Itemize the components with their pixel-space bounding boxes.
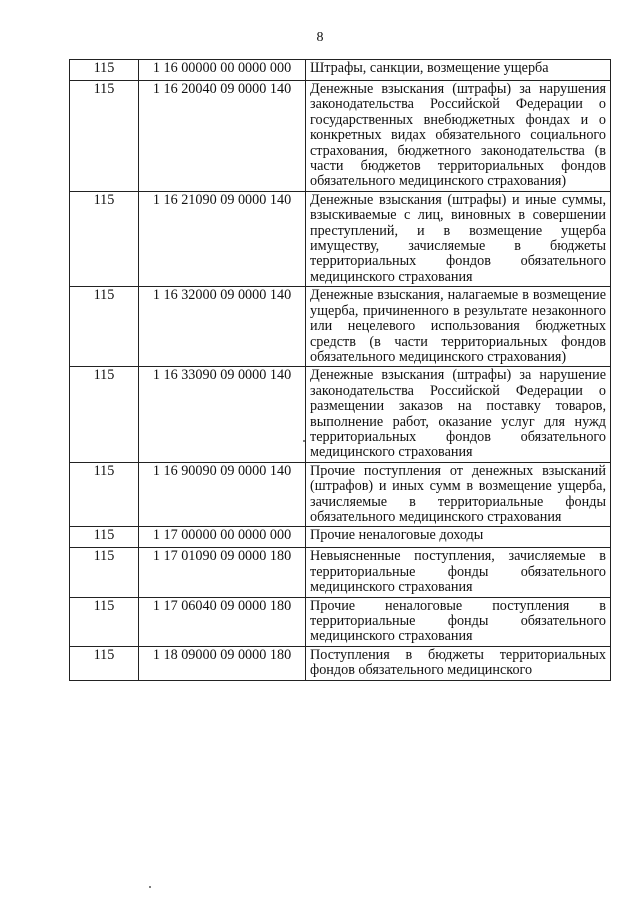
table-row	[70, 527, 611, 548]
admin-code-cell: 115	[70, 462, 139, 527]
admin-code-cell: 115	[70, 81, 139, 192]
budget-code-cell: 1 16 21090 09 0000 140	[139, 191, 306, 286]
revenue-name-cell: Прочие поступления от денежных взысканий (штрафов) и иных сумм в возмещение ущерба, зачисляемые в территориальные фонды обязательного медицинского страхования	[306, 462, 611, 527]
admin-code-cell: 115	[70, 367, 139, 462]
admin-code-cell: 115	[70, 191, 139, 286]
revenue-name-cell: Денежные взыскания, налагаемые в возмещение ущерба, причиненного в результате незаконного или нецелевого использования бюджетных средств (в части территориальных фондов обязательного медицинского страхования)	[306, 287, 611, 367]
revenue-name-cell: Денежные взыскания (штрафы) за нарушение законодательства Российской Федерации о размещении заказов на поставку товаров, выполнение работ, оказание услуг для нужд территориальных фондов обязательного медицинского страхования	[306, 367, 611, 462]
table-row	[70, 597, 611, 646]
revenue-name-cell: Прочие неналоговые доходы	[306, 527, 611, 548]
scan-speck	[149, 886, 151, 888]
budget-code-cell: 1 17 01090 09 0000 180	[139, 548, 306, 597]
revenue-name-cell: Денежные взыскания (штрафы) за нарушения законодательства Российской Федерации о государственных внебюджетных фондах и о конкретных видах обязательного социального страхования, бюджетного законодательства (в части бюджетов территориальных фондов обязательного медицинского страхования)	[306, 81, 611, 192]
budget-code-cell: 1 16 90090 09 0000 140	[139, 462, 306, 527]
table-row	[70, 287, 611, 367]
table-row	[70, 367, 611, 462]
page-number: 8	[316, 30, 324, 45]
admin-code-cell: 115	[70, 527, 139, 548]
admin-code-cell: 115	[70, 287, 139, 367]
admin-code-cell: 115	[70, 597, 139, 646]
admin-code-cell: 115	[70, 646, 139, 680]
revenue-name-cell: Поступления в бюджеты территориальных фондов обязательного медицинского	[306, 646, 611, 680]
budget-code-cell: 1 18 09000 09 0000 180	[139, 646, 306, 680]
budget-code-cell: 1 17 00000 00 0000 000	[139, 527, 306, 548]
table-row	[70, 81, 611, 192]
budget-code-cell: 1 17 06040 09 0000 180	[139, 597, 306, 646]
revenue-name-cell: Невыясненные поступления, зачисляемые в территориальные фонды обязательного медицинского страхования	[306, 548, 611, 597]
revenue-name-cell: Денежные взыскания (штрафы) и иные суммы, взыскиваемые с лиц, виновных в совершении преступлений, и в возмещение ущерба имуществу, зачисляемые в бюджеты территориальных фондов обязательного медицинского страхования	[306, 191, 611, 286]
budget-code-cell: 1 16 32000 09 0000 140	[139, 287, 306, 367]
budget-code-cell: 1 16 20040 09 0000 140	[139, 81, 306, 192]
budget-code-cell: 1 16 33090 09 0000 140	[139, 367, 306, 462]
scan-speck	[303, 440, 305, 442]
budget-code-cell: 1 16 00000 00 0000 000	[139, 60, 306, 81]
revenue-codes-table	[69, 59, 611, 681]
revenue-name-cell: Прочие неналоговые поступления в территориальные фонды обязательного медицинского страхования	[306, 597, 611, 646]
revenue-name-cell: Штрафы, санкции, возмещение ущерба	[306, 60, 611, 81]
admin-code-cell: 115	[70, 548, 139, 597]
admin-code-cell: 115	[70, 60, 139, 81]
table-row	[70, 462, 611, 527]
table-row	[70, 548, 611, 597]
table-row	[70, 646, 611, 680]
table-row	[70, 60, 611, 81]
table-row	[70, 191, 611, 286]
